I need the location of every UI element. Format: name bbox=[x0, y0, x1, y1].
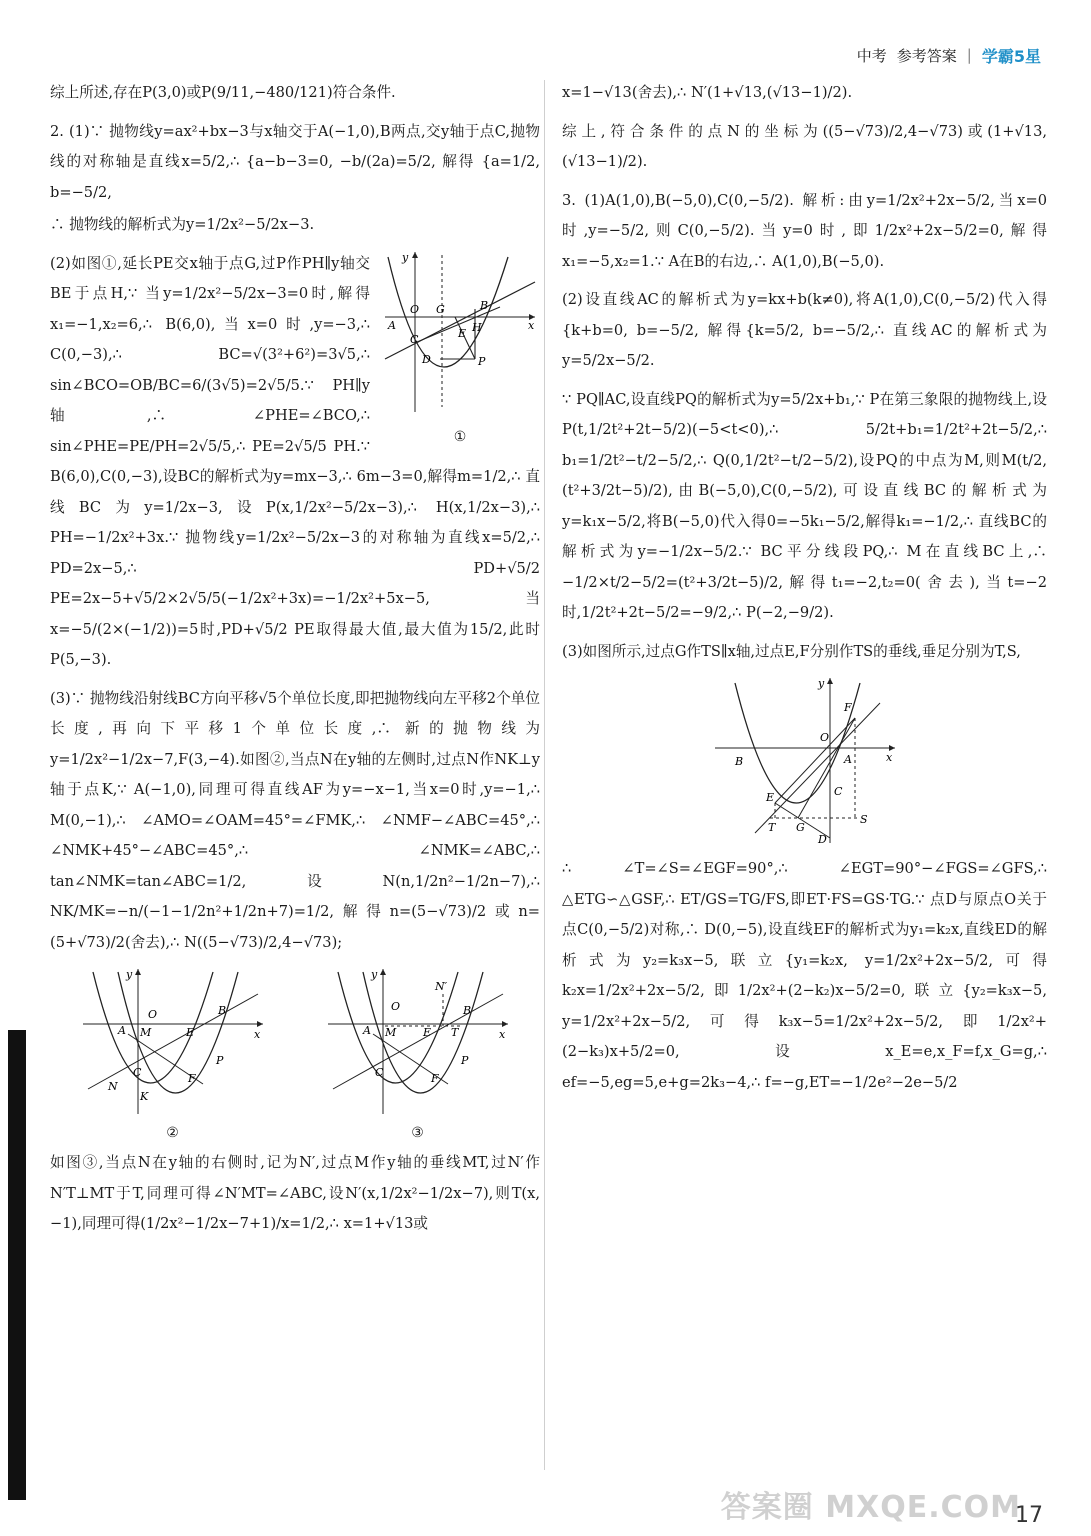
svg-text:E: E bbox=[458, 326, 467, 340]
figure-1 bbox=[380, 247, 540, 447]
right-column bbox=[562, 78, 1047, 1100]
svg-text:E: E bbox=[185, 1026, 194, 1039]
svg-text:A: A bbox=[362, 1024, 371, 1037]
figure-3 bbox=[323, 964, 513, 1142]
svg-text:x: x bbox=[885, 751, 892, 764]
svg-text:C: C bbox=[410, 332, 419, 346]
left-paragraph-3: ∴ 抛物线的解析式为y=1/2x²−5/2x−3. bbox=[50, 216, 315, 233]
svg-text:F: F bbox=[843, 701, 852, 714]
edge-mark bbox=[8, 1030, 26, 1500]
svg-text:H: H bbox=[472, 320, 482, 334]
svg-text:x: x bbox=[498, 1028, 505, 1041]
svg-text:T: T bbox=[450, 1026, 458, 1039]
left-paragraph-6: 如图③,当点N在y轴的右侧时,记为N′,过点M作y轴的垂线MT,过N′作N′T⊥MT于T,同理可得∠N′MT=∠ABC,设N′(x,1/2x²−1/2x−7),则T(x,−1),同理可得(1/2x²−1/2x−7+1)/x=1/2,∴ x=1+√13或 bbox=[50, 1154, 540, 1232]
svg-text:N: N bbox=[107, 1080, 118, 1093]
svg-text:x: x bbox=[528, 318, 535, 332]
figure-2-graph bbox=[78, 964, 268, 1124]
column-divider bbox=[544, 80, 545, 1470]
right-paragraph-3: 3. (1)A(1,0),B(−5,0),C(0,−5/2). 解析:由y=1/2x²+2x−5/2,当x=0时,y=−5/2,则C(0,−5/2).当y=0时,即1/2x²+2x−5/2=0,解得x₁=−5,x₂=1.∵ A在B的右边,∴ A(1,0),B(−5,0). bbox=[562, 191, 1047, 270]
svg-text:y: y bbox=[370, 968, 377, 981]
svg-text:C: C bbox=[374, 1066, 383, 1079]
svg-text:y: y bbox=[402, 250, 409, 264]
page-number: 17 bbox=[1015, 1503, 1043, 1528]
left-paragraph-4: (2)如图①,延长PE交x轴于点G,过P作PH∥y轴交BE于点H,∵ 当y=1/2x²−5/2x−3=0时,解得x₁=−1,x₂=6,∴ B(6,0),当x=0时,y=−3,∴ C(0,−3),∴ BC=√(3²+6²)=3√5,∴ sin∠BCO=OB/BC=6/(3√5)=2√5/5.∵ PH∥y轴,∴ ∠PHE=∠BCO,∴ sin∠PHE=PE/PH=2√5/5,∴ PE=2√5/5 PH.∵ B(6,0),C(0,−3),设BC的解析式为y=mx−3,∴ 6m−3=0,解得m=1/2,∴ 直线BC为y=1/2x−3,设P(x,1/2x²−5/2x−3),∴ H(x,1/2x−3),∴ PH=−1/2x²+3x.∵ 抛物线y=1/2x²−5/2x−3的对称轴为直线x=5/2,∴ PD=2x−5,∴ PD+√5/2 PE=2x−5+√5/2×2√5/5(−1/2x²+3x)=−1/2x²+5x−5,当x=−5/(2×(−1/2))=5时,PD+√5/2 PE取得最大值,最大值为15/2,此时P(5,−3). bbox=[50, 254, 540, 668]
right-paragraph-1: x=1−√13(舍去),∴ N′(1+√13,(√13−1)/2). bbox=[562, 84, 853, 101]
svg-text:D: D bbox=[817, 833, 827, 846]
svg-text:F: F bbox=[430, 1072, 439, 1085]
figure-1-caption: ① bbox=[453, 429, 467, 445]
svg-text:F: F bbox=[187, 1072, 196, 1085]
svg-text:S: S bbox=[859, 813, 868, 826]
svg-text:K: K bbox=[139, 1090, 148, 1103]
header-brand-logo: 学霸5星 bbox=[981, 46, 1041, 66]
svg-text:P: P bbox=[460, 1054, 468, 1067]
svg-text:M: M bbox=[384, 1026, 396, 1039]
svg-text:B: B bbox=[480, 298, 489, 312]
figure-2 bbox=[78, 964, 268, 1142]
svg-text:G: G bbox=[436, 302, 445, 316]
svg-text:y: y bbox=[125, 968, 132, 981]
svg-text:P: P bbox=[478, 354, 486, 368]
svg-text:B: B bbox=[217, 1004, 226, 1017]
svg-text:T: T bbox=[767, 821, 775, 834]
svg-text:C: C bbox=[132, 1066, 141, 1079]
figure-2-caption: ② bbox=[166, 1125, 179, 1141]
left-paragraph-1: 综上所述,存在P(3,0)或P(9/11,−480/121)符合条件. bbox=[50, 84, 396, 101]
right-paragraph-6: (3)如图所示,过点G作TS∥x轴,过点E,F分别作TS的垂线,垂足分别为T,S, bbox=[562, 642, 1021, 660]
svg-text:E: E bbox=[765, 791, 774, 804]
right-paragraph-5: ∵ PQ∥AC,设直线PQ的解析式为y=5/2x+b₁,∵ P在第三象限的抛物线上,设P(t,1/2t²+2t−5/2)(−5<t<0),∴ 5/2t+b₁=1/2t²+2t−5/2,∴ b₁=1/2t²−t/2−5/2,∴ Q(0,1/2t²−t/2−5/2),设PQ的中点为M,则M(t/2,(t²+3/2t−5)/2),由B(−5,0),C(0,−5/2),可设直线BC的解析式为y=k₁x−5/2,将B(−5,0)代入得0=−5k₁−5/2,解得k₁=−1/2,∴ 直线BC的解析式为y=−1/2x−5/2.∵ BC平分线段PQ,∴ M在直线BC上,∴ −1/2×t/2−5/2=(t²+3/2t−5)/2,解得t₁=−2,t₂=0(舍去),当t=−2时,1/2t²+2t−5/2=−9/2,∴ P(−2,−9/2). bbox=[562, 390, 1047, 621]
header-section: 参考答案 bbox=[896, 46, 957, 65]
watermark-logo: 答案圈 MXQE.COM bbox=[720, 1490, 1021, 1525]
figure-4-graph bbox=[710, 673, 900, 848]
figure-3-caption: ③ bbox=[411, 1125, 424, 1141]
svg-text:O: O bbox=[819, 731, 829, 744]
svg-text:O: O bbox=[410, 302, 420, 316]
figures-2-3 bbox=[50, 964, 540, 1142]
svg-text:N′: N′ bbox=[434, 980, 447, 993]
svg-text:O: O bbox=[147, 1008, 157, 1021]
svg-text:y: y bbox=[817, 677, 824, 690]
svg-text:E: E bbox=[422, 1026, 431, 1039]
svg-text:G: G bbox=[795, 821, 805, 834]
svg-text:B: B bbox=[734, 755, 743, 768]
figure-1-graph bbox=[380, 247, 540, 417]
header-separator: | bbox=[966, 46, 972, 64]
svg-text:A: A bbox=[117, 1024, 126, 1037]
page-header bbox=[857, 40, 1041, 70]
svg-text:A: A bbox=[843, 753, 852, 766]
svg-text:C: C bbox=[833, 785, 842, 798]
svg-text:M: M bbox=[139, 1026, 151, 1039]
right-paragraph-7: ∴ ∠T=∠S=∠EGF=90°,∴ ∠EGT=90°−∠FGS=∠GFS,∴ △ETG∽△GSF,∴ ET/GS=TG/FS,即ET·FS=GS·TG.∵ 点D与原点O关于点C(0,−5/2)对称,∴ D(0,−5),设直线EF的解析式为y₁=k₂x,直线ED的解析式为y₂=k₃x−5,联立{y₁=k₂x, y=1/2x²+2x−5/2,可得k₂x=1/2x²+2x−5/2,即1/2x²+(2−k₂)x−5/2=0,联立{y₂=k₃x−5, y=1/2x²+2x−5/2,可得k₃x−5=1/2x²+2x−5/2,即1/2x²+(2−k₃)x+5/2=0,设x_E=e,x_F=f,x_G=g,∴ ef=−5,eg=5,e+g=2k₃−4,∴ f=−g,ET=−1/2e²−2e−5/2 bbox=[562, 860, 1047, 1091]
svg-text:O: O bbox=[390, 1000, 400, 1013]
svg-text:P: P bbox=[215, 1054, 223, 1067]
left-column bbox=[50, 78, 540, 1242]
figure-3-graph bbox=[323, 964, 513, 1124]
svg-text:D: D bbox=[422, 352, 431, 366]
header-exam: 中考 bbox=[856, 46, 887, 65]
right-paragraph-2: 综上,符合条件的点N的坐标为((5−√73)/2,4−√73)或(1+√13,(√13−1)/2). bbox=[562, 122, 1047, 170]
left-paragraph-2: 2. (1)∵ 抛物线y=ax²+bx−3与x轴交于A(−1,0),B两点,交y轴于点C,抛物线的对称轴是直线x=5/2,∴ {a−b−3=0, −b/(2a)=5/2, 解得 {a=1/2, b=−5/2, bbox=[50, 122, 540, 201]
right-paragraph-4: (2)设直线AC的解析式为y=kx+b(k≠0),将A(1,0),C(0,−5/2)代入得{k+b=0, b=−5/2, 解得{k=5/2, b=−5/2,∴ 直线AC的解析式为y=5/2x−5/2. bbox=[562, 291, 1047, 369]
svg-text:B: B bbox=[462, 1004, 471, 1017]
svg-text:x: x bbox=[253, 1028, 260, 1041]
left-paragraph-5: (3)∵ 抛物线沿射线BC方向平移√5个单位长度,即把抛物线向左平移2个单位长度,再向下平移1个单位长度,∴ 新的抛物线为y=1/2x²−1/2x−7,F(3,−4).如图②,当点N在y轴的左侧时,过点N作NK⊥y轴于点K,∵ A(−1,0),同理可得直线AF为y=−x−1,当x=0时,y=−1,∴ M(0,−1),∴ ∠AMO=∠OAM=45°=∠FMK,∴ ∠NMF−∠ABC=45°,∴ ∠NMK+45°−∠ABC=45°,∴ ∠NMK=∠ABC,∴ tan∠NMK=tan∠ABC=1/2,设N(n,1/2n²−1/2n−7),∴ NK/MK=−n/(−1−1/2n²+1/2n+7)=1/2,解得n=(5−√73)/2或n=(5+√73)/2(舍去),∴ N((5−√73)/2,4−√73); bbox=[50, 689, 540, 951]
svg-text:A: A bbox=[388, 318, 396, 332]
